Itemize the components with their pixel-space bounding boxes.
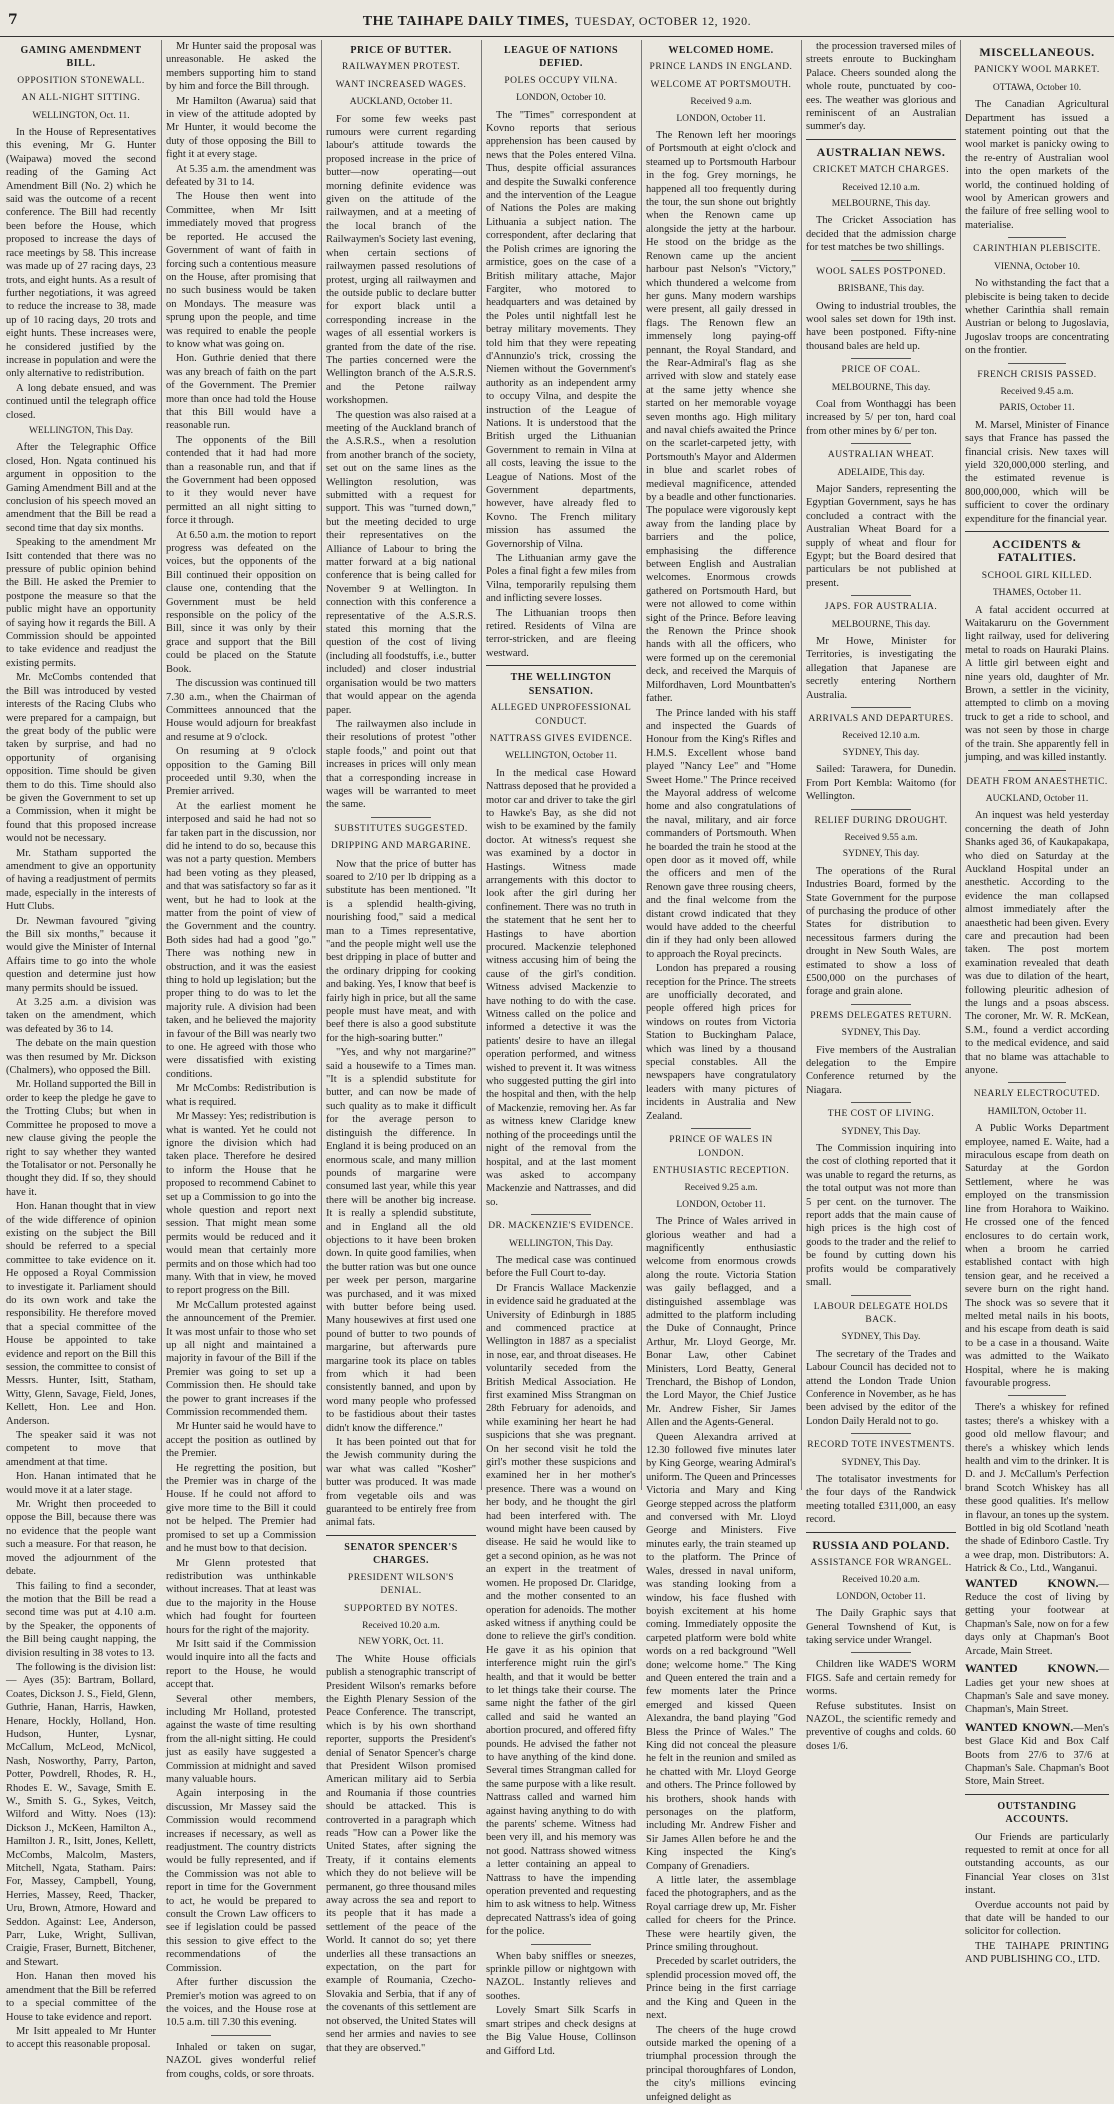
paragraph: Dr. Newman favoured "giving the Bill six months," because it would give the Minister of Internal Affairs time to go into the whole question and determine just how many permits should be issued. [6, 915, 156, 994]
paragraph: The discussion was continued till 7.30 a.m., when the Chairman of Committees announced that the House would adjourn for breakfast and resume at 9 o'clock. [166, 678, 316, 743]
paragraph: Coal from Wonthaggi has been increased by 5/ per ton, hard coal from other mines by 6/ per ton. [806, 398, 956, 437]
subheading: FRENCH CRISIS PASSED. [977, 369, 1097, 380]
subheading: DEATH FROM ANAESTHETIC. [966, 776, 1108, 787]
divider [851, 1433, 911, 1434]
headline: SENATOR SPENCER'S CHARGES. [344, 1541, 458, 1567]
subheading: DR. MACKENZIE'S EVIDENCE. [488, 1221, 634, 1232]
divider [531, 1944, 591, 1945]
paragraph: Now that the price of butter has soared to 2/10 per lb dripping as a substitute has been mentioned. "It is a splendid health-giving, nourishing food," said a medical man to a Times representative, "and the people might well use the best dripping in place of butter and the ordinary dripping for cooking and baking. Yes, I know that beef is fairly high in price, but all the same people must have meat, and with beef there is also a good substitute for the high-soaring butter." [326, 858, 476, 1044]
paragraph: Mr. Holland supported the Bill in order to keep the pledge he gave to the Trotting Clubs; but when in Committee he proposed to move a new clause giving the people the right to say whether they wanted the Totalisator or not. Personally he thought they did. If so, they should have it. [6, 1079, 156, 1198]
dateline: LONDON, October 11. [836, 1591, 926, 1602]
subheading: PRESIDENT WILSON'S DENIAL. [347, 1572, 455, 1597]
dateline: NEW YORK, Oct. 11. [358, 1637, 444, 1648]
dateline: OTTAWA, October 10. [992, 82, 1082, 93]
subheading: WELCOME AT PORTSMOUTH. [650, 79, 792, 90]
paragraph: Queen Alexandra arrived at 12.30 followed five minutes later by King George, wearing Admiral's uniform. The Queen and Princesses Victoria and Mary and King George stepped across the platform and conversed with Mr. Lloyd George and Ministers. Five minutes early, the train steamed up to the platform. The Prince of Wales, dressed in naval uniform, was standing looking from a window, his face flushed with boyish excitement at his home coming. Immediately opposite the carpeted platform were bold white words on a red background "Well done; welcome home." The King and Queen entered the train and a few moments later the Prince emerged and kissed Queen Alexandra, the band playing "God Bless the Prince of Wales." The King did not conceal the pleasure he felt in the reunion and smiled as he chatted with Mr. Lloyd George and others. The Prince followed by his brothers, shook hands with personages on the platform, including Mr. Andrew Fisher and Sir James Allen before he and the King inspected the King's Company of Grenadiers. [646, 1431, 796, 1872]
subheading: CARINTHIAN PLEBISCITE. [973, 244, 1101, 255]
ad-heading: WANTED KNOWN. [965, 1719, 1074, 1734]
subheading: NATTRASS GIVES EVIDENCE. [489, 733, 633, 744]
paragraph: A long debate ensued, and was continued until the telegraph office closed. [6, 382, 156, 421]
subheading: LABOUR DELEGATE HOLDS BACK. [813, 1301, 949, 1325]
paragraph: The Lithuanian army gave the Poles a final fight a few miles from Vilna, temporarily repulsing them and inflicting severe losses. [486, 553, 636, 605]
ad-text: —Ladies get your new shoes at Chapman's Sale and save money. Chapman's, Main Street. [965, 1664, 1109, 1716]
received-time: Received 10.20 a.m. [362, 1620, 440, 1631]
subheading: NEARLY ELECTROCUTED. [973, 1089, 1101, 1100]
subheading: ASSISTANCE FOR WRANGEL. [810, 1558, 952, 1568]
column-rule [801, 40, 802, 1490]
dateline: WELLINGTON, This Day. [508, 1238, 614, 1249]
paragraph: A Public Works Department employee, named E. Waite, had a miraculous escape from death on Saturday at the Gordon Settlement, where he was employed on the transmission line from Horahora to Waikino. He crossed one of the fenced enclosures to do certain work, when a broom he carried established contact with high tension gear, and he received a severe burn on the right hand. The shock was so severe that it melted metal nails in his boots, and his escape from death is said to be a case in a thousand. Waite was admitted to the Waikato Hospital, where he is making favourable progress. [965, 1123, 1109, 1389]
dateline: SYDNEY, This Day. [841, 1457, 921, 1468]
divider [851, 595, 911, 596]
dateline: SYDNEY, This Day. [841, 1028, 921, 1039]
advertisement: There's a whiskey for refined tastes; there's a whiskey with a good old mellow flavour; and there's a whiskey which lends health and vim to the drinker. It is D. and J. McCallum's Perfection brand Scotch Whiskey has all these good qualities. It's mellow in flavour, an tones up the system. Bottled in big old Scotland 'neath the shade of Edinboro Castle. Try a wee drap, mon. Distributors: A. Hatrick & Co., Ltd., Wanganui. [965, 1402, 1109, 1575]
subheading: RELIEF DURING DROUGHT. [814, 815, 948, 826]
paragraph: the procession traversed miles of streets enroute to Buckingham Palace. Cheers sounded along the whole route, punctuated by coo-ees. The weather was glorious and reminiscent of an Australian summer's day. [806, 41, 956, 133]
classified-ad [965, 1577, 1109, 1658]
paragraph: The following is the division list:— Ayes (35): Bartram, Bollard, Coates, Dickson J. S., Field, Glenn, Guthrie, Hanan, Harris, Hawken, Henare, Hockly, Holland, Hon. Hudson, Hunter, Lysnar, McCallum, McLeod, McNicol, Nash, Nosworthy, Parry, Parton, Potter, Powdrell, Rhodes, R. H., Rhodes E. W., Savage, Smith E. W., Smith S. G., Sykes, Veitch, Wilford and Witty. Noes (13): Dickson J., McKeen, Hamilton A., Hamilton J. R., Isitt, Jones, Kellett, McCombs, Malcolm, Masters, Mitchell, Ngata, Statham. Pairs: For, Massey, Campbell, Young, Herries, Massey, Reed, Thacker, Uru, Brown, Atmore, Howard and Seddon. Against: Lee, Anderson, Parr, Luke, Wright, Sullivan, Craigie, Fraser, Burnett, Bitchener, and Stewart. [6, 1661, 156, 1968]
column-5 [646, 40, 796, 2103]
section-rule [965, 1794, 1109, 1795]
headline: PRICE OF BUTTER. [350, 45, 452, 56]
paragraph: The Prince landed with his staff and inspected the Guards of Honour from the King's Rifles and H.M.S. Excellent whose band played "Nancy Lee" and "Home Sweet Home." The Prince received the Mayoral address of welcome home and also congratulations of the naval, military, and air force commanders of Portsmouth. When he boarded the train he stood at the open door as it moved off, while the officers and men of the Renown gave three rousing cheers, and the final welcome from the distant crowd indicated that they would have added to the cheerful din if they had only been allowed to approach the Royal precincts. [646, 707, 796, 960]
paragraph: The Commission inquiring into the cost of clothing reported that it was unable to regard the returns, as the total output was not more than 5 per cent. on the turnover. The report adds that the main cause of high prices is the high cost of goods to the trader and the relief to be found by cutting down his profits would be comparatively small. [806, 1143, 956, 1289]
subheading: SUPPORTED BY NOTES. [344, 1603, 458, 1614]
paragraph: The White House officials publish a stenographic transcript of President Wilson's remarks before the Eighth Plenary Session of the Peace Conference. The transcript, which is by his own shorthand reporter, supports the President's denial of Senator Spencer's charge that President Wilson promised American military aid to Serbia and Roumania if those countries should be attacked. This is controverted in a paragraph which reads "How can a Power like the United States, after signing the Treaty, if it contains elements which they do not believe will be permanent, go three thousand miles away across the sea and report to its people that it has made a settlement of the peace of the World. It cannot do so; yet there underlies all these transactions an expectation, on the part for example of Roumania, Czecho-Slovakia and Serbia, that if any of the covenants of this settlement are not observed, the United States will send her armies and navies to see that they are observed." [326, 1653, 476, 2054]
divider [851, 260, 911, 261]
advertisement: Children like WADE'S WORM FIGS. Safe and certain remedy for worms. [806, 1659, 956, 1698]
divider [851, 1652, 911, 1653]
divider [851, 358, 911, 359]
paragraph: At 6.50 a.m. the motion to report progress was defeated on the voices, but the opponents of the Bill continued their opposition on clause one, contending that the Government must be held responsible on the policy of the Bill, since it was only by their grace and support that the Bill could be placed on the Statute Book. [166, 529, 316, 675]
paragraph: The Cricket Association has decided that the admission charge for test matches be two shillings. [806, 215, 956, 254]
dateline: LONDON, October 11. [676, 1199, 766, 1210]
column-rule [481, 40, 482, 1490]
paragraph: Mr Glenn protested that redistribution was unthinkable without increases. That at least was due to the majority in the House which had fought for fourteen hours for the right of the majority. [166, 1557, 316, 1636]
section-rule [326, 1535, 476, 1536]
divider [851, 1004, 911, 1005]
paragraph: The Canadian Agricultural Department has issued a statement pointing out that the wool market is panicky owing to the re-entry of Australian wool into the open markets of the world, the continued holding of wool by American growers and the failure of free selling wool to materialise. [965, 99, 1109, 231]
dateline: VIENNA, October 10. [993, 261, 1080, 272]
headline: LEAGUE OF NATIONS DEFIED. [503, 45, 619, 70]
divider [211, 2035, 271, 2036]
subheading: ALLEGED UNPROFESSIONAL CONDUCT. [490, 703, 632, 727]
divider [691, 1128, 751, 1129]
subheading: RAILWAYMEN PROTEST. [341, 62, 461, 73]
paragraph: The question was also raised at a meeting of the Auckland branch of the A.S.R.S., when a resolution from another branch of the society, set out on the same lines as the Wellington resolution, was submitted with a request for support. This was "turned down," but the meeting decided to urge their representatives on the Alliance of Labour to bring the matter forward at a big national conference that is being called for November 9 at Wellington. In connection with this conference a representative of the A.S.R.S. stated this morning that the question of the cost of living (including all foodstuffs, i.e., butter included) and closer industrial organisation would be two matters that would appear on the agenda paper. [326, 409, 476, 716]
paragraph: He regretting the position, but the Premier was in charge of the House. If he could not afford to give more time to the Bill it could not be helped. The Premier had promised to set up a Commission and he must bow to that decision. [166, 1462, 316, 1555]
paragraph: The "Times" correspondent at Kovno reports that serious apprehension has been caused by news that the Poles entered Vilna. Thus, despite official assurances and despite the Suwalki conference and the intervention of the League of Nations the Poles are making Lithuania a subject nation. The correspondent, after declaring that the Polish crimes are ignoring the armistice, goes on the case of a British military attache, Major Fargiter, who motored to headquarters and was detained by the Poles until nightfall lest he betray military movements. They told him that they were repeating d'Annunzio's trick, crossing the Niemen without the Government's authority as an independent army to occupy Vilna, and despite the instruction of the League of Nations. It is understood that the British urged the Lithuanian Government to remain in Vilna at all costs, leaving the issue to the League of Nations. Most of the Government departments, however, have already fled to Kovno. The French military mission has assumed the Governorship of Vilna. [486, 109, 636, 550]
dateline: WELLINGTON, October 11. [505, 751, 617, 762]
paragraph: The Prince of Wales arrived in glorious weather and had a magnificently enthusiastic welcome from enormous crowds along the route. Victoria Station was gaily beflagged, and a distinguished assemblage was admitted to the platform including the Duke of Connaught, Prince Arthur, Mr. Lloyd George, Mr. Bonar Law, other Cabinet Ministers, Lord Beatty, General Trenchard, the Bishop of London, the Lord Mayor, the Chief Justice Mr. Andrew Fisher, Sir James Allen and the Agents-General. [646, 1216, 796, 1429]
subheading: AUSTRALIAN WHEAT. [827, 450, 935, 461]
subheading: PRINCE LANDS IN ENGLAND. [649, 62, 793, 73]
paragraph: Owing to industrial troubles, the wool sales set down for 19th inst. have been postponed. Fifty-nine thousand bales are held up. [806, 300, 956, 352]
column-2 [166, 40, 316, 2080]
received-time: Received 9.55 a.m. [844, 832, 918, 843]
paragraph: Hon. Hanan then moved his amendment that the Bill be referred to a special committee of the House to take evidence and report. [6, 1971, 156, 2023]
column-rule [641, 40, 642, 1490]
column-7 [965, 40, 1109, 1966]
paragraph: Mr. Wright then proceeded to oppose the Bill, because there was no evidence that the people want such a measure. For that reason, he moved the adjournment of the debate. [6, 1499, 156, 1578]
paragraph: No withstanding the fact that a plebiscite is being taken to decide whether Carinthia shall remain Austrian or belong to Jugoslavia, Jugoslav troops are concentrating on the frontier. [965, 278, 1109, 357]
headline: THE WELLINGTON SENSATION. [510, 672, 612, 697]
classified-ad [965, 1662, 1109, 1717]
divider [851, 707, 911, 708]
advertisement: When baby sniffles or sneezes, sprinkle pillow or nightgown with NAZOL. Instantly relieves and soothes. [486, 1950, 636, 2002]
dateline: WELLINGTON, This Day. [28, 425, 134, 436]
section-rule [965, 531, 1109, 532]
dateline: SYDNEY, This day. [842, 747, 920, 758]
dateline: SYDNEY, This Day. [841, 1126, 921, 1137]
paragraph: In the House of Representatives this evening, Mr G. Hunter (Waipawa) moved the second reading of the Gaming Act Amendment Bill (No. 2) which he said was the outcome of a recent conference. The Bill had recently been before the House, which proposed to increase the days of race meetings by 58. This increase was made up of 27 racing days, 23 trots, and eight hunts. As a result of further negotiations, it was agreed to reduce the increase to 38, made up of 10 racing days, 20 trots and eight hunts. These increases were, he considered justified by the increase in population and were the only alternative to redistribution. [6, 127, 156, 380]
paragraph: Mr Isitt appealed to Mr Hunter to accept this reasonable proposal. [6, 2025, 156, 2051]
received-time: Received 12.10 a.m. [842, 731, 920, 742]
paragraph: Dr Francis Wallace Mackenzie in evidence said he graduated at the University of Edinburgh in 1885 and commenced practice at Wellington in 1887 as a specialist in nose, ear, and throat diseases. He voluntarily seceded from the British Medical Association. He first examined Miss Strangman on 28th February for adenoids, and while examining her heart he had suspicions that she was pregnant. On her second visit he told the girl's mother these suspicions and examined her in her mother's presence. There was a wound on her body, and he thought the girl had been interfered with. The wound might have been caused by disease. He said he would like to get a second opinion, as he was not an expert in the treatment of women. He proposed Dr. Claridge, and the mother consented to an operation for adenoids. The mother asked witness if anything could be done to relieve the girl's condition. He gave it as his opinion that interference might ruin the girl's health, and that it would be better to let things take their course. The same night the father of the girl called and said he wanted an abortion procured, and offered fifty pounds. He advised the father not to have anything of the kind done. Several times Strangman called for the same purpose with a like result. Nattrass called and warned him against having anything to do with the parents' scheme. Witness had been very ill, and his memory was not good. Nattrass showed witness a letter containing an appeal to Nattrass to have the impending operation prevented and requesting him to ask witness to help. Witness deprecated Nattrass's idea of going for the police. [486, 1282, 636, 1938]
dateline: LONDON, October 11. [676, 113, 766, 124]
paragraph: The Renown left her moorings of Portsmouth at eight o'clock and steamed up to Portsmouth Harbour in the fog. Grey mornings, he happened all too frequently during the tour, the sun shone out brightly when the Renown came up alongside the jetty at the harbour. He stood on the bridge as the Renown came up the ancient harbour past Nelson's "Victory," which thundered a welcome from her guns. Many modern warships were present, all gaily dressed in flags. The Renown flew an immensely long paying-off pennant, the Royal Standard, and the Rear-Admiral's flag as she arrived with slow and stately ease at the same jetty whence she started on her memorable voyage seven months ago. High military and naval chiefs awaited the Prince on the scarlet-carpeted jetty, with Portsmouth's Mayor and Aldermen in blue and scarlet robes of medieval magnificence, attended by a beadle and other functionaries. The populace were vigorously kept away from the landing place by barriers and the police, emphasising the difference between English and Australian welcomes. Enormous crowds gathered on Portsmouth Hard, but were not allowed to come within sight of the Prince. Before leaving the Renown the Prince shook hands with all the officers, who were formed up on the ceremonial deck, and received the Marquis of Milfordhaven, Lord Mountbatten's father. [646, 130, 796, 705]
paragraph: Mr. Statham supported the amendment to give an opportunity of having a readjustment of permits made, especially in the interests of Hutt Clubs. [6, 847, 156, 913]
paragraph: It has been pointed out that for the Jewish community during the war what was called "Kosher" butter was produced. It was made from vegetable oils and was guaranteed to be entirely free from animal fats. [326, 1437, 476, 1529]
divider [851, 1102, 911, 1103]
divider [1008, 1082, 1066, 1083]
paragraph: M. Marsel, Minister of Finance says that France has passed the financial crisis. New taxes will yield 320,000,000 sterling, and the estimated revenue is 800,000,000, which will be sufficient to cover the ordinary expenditure for the financial year. [965, 419, 1109, 525]
dateline: LONDON, October 10. [516, 93, 606, 104]
paragraph: After the Telegraphic Office closed, Hon. Ngata continued his argument in opposition to the Gaming Amendment Bill and at the conclusion of his speech moved an amendment that the Bill be read a second time that day six months. [6, 442, 156, 534]
divider [371, 817, 431, 818]
dateline: HAMILTON, October 11. [987, 1106, 1087, 1117]
page-mark: 7 [8, 12, 18, 28]
paragraph: The Lithuanian troops then retired. Residents of Vilna are terror-stricken, and are fleeing westward. [486, 607, 636, 659]
paragraph: Speaking to the amendment Mr Isitt contended that there was no pressure of public opinion behind the Bill. He asked the Premier to postpone the measure so that the public might have an opportunity of saying how it regards the Bill. A Commission should be appointed to take evidence and readjust the existing permits. [6, 537, 156, 669]
dateline: WELLINGTON, Oct. 11. [32, 110, 130, 121]
subheading: PRICE OF COAL. [841, 365, 921, 376]
column-1 [6, 40, 156, 2051]
subheading: CRICKET MATCH CHARGES. [812, 165, 950, 176]
divider [851, 809, 911, 810]
issue-date: TUESDAY, OCTOBER 12, 1920. [575, 14, 752, 28]
paragraph: Mr Howe, Minister for Territories, is investigating the allegation that Japanese are secretly entering Northern Australia. [806, 636, 956, 701]
paragraph: After further discussion the Premier's motion was agreed to on the voices, and the House rose at 10.5 a.m. till 7.30 this evening. [166, 1977, 316, 2029]
headline: AUSTRALIAN NEWS. [816, 144, 946, 159]
paragraph: At the earliest moment he interposed and said he had not so far taken part in the discussion, nor did he intend to do so, because this was not a party question. Members had been voting as they pleased, and that was satisfactory so far as it went, but he had to look at the matter from the point of view of the Government and the country. Both sides had had a good "go." There was nothing new in obstruction, and it was the easiest thing to hold up legislation; but the proper thing to do was to let the majority rule. A division had been taken, and he believed the majority in favour of the Bill was nearly two to one. He agreed with those who were dissatisfied with existing conditions. [166, 800, 316, 1080]
subheading: AN ALL-NIGHT SITTING. [21, 93, 141, 104]
headline: MISCELLANEOUS. [979, 45, 1095, 59]
received-time: Received 10.20 a.m. [842, 1575, 920, 1586]
paragraph: Mr McCombs: Redistribution is what is required. [166, 1083, 316, 1108]
column-3 [326, 40, 476, 2054]
paragraph: Five members of the Australian delegation to the Empire Conference returned by the Niagara. [806, 1044, 956, 1096]
paragraph: Major Sanders, representing the Egyptian Government, says he has concluded a contract with the Australian Wheat Board for a supply of wheat and flour for Egypt; but the Board desired that particulars be not published at present. [806, 483, 956, 589]
subheading: WOOL SALES POSTPONED. [816, 266, 946, 277]
headline: GAMING AMENDMENT BILL. [20, 45, 142, 70]
paragraph: A little later, the assemblage faced the photographers, and as the Royal carriage drew up, Mr. Fisher called for cheers for the Prince. These were heartily given, the Prince smiling throughout. [646, 1875, 796, 1954]
advertisement: Refuse substitutes. Insist on NAZOL, the scientific remedy and preventive of coughs and colds. 60 doses 1/6. [806, 1700, 956, 1752]
subheading: JAPS. FOR AUSTRALIA. [824, 602, 938, 613]
newspaper-name: THE TAIHAPE DAILY TIMES, [362, 14, 570, 29]
section-rule [806, 139, 956, 140]
dateline: SYDNEY, This day. [842, 849, 920, 860]
ad-text: —Reduce the cost of living by getting your footwear at Chapman's Sale, now on for a few days only at Chapman's Boot Arcade, Main Street. [965, 1578, 1109, 1657]
paragraph: The debate on the main question was then resumed by Mr. Dickson (Chalmers), who opposed the Bill. [6, 1038, 156, 1077]
subheading: SUBSTITUTES SUGGESTED. [334, 823, 468, 834]
dateline: PARIS, October 11. [999, 403, 1075, 414]
signature: THE TAIHAPE PRINTING AND PUBLISHING CO., LTD. [965, 1940, 1109, 1966]
paragraph: Our Friends are particularly requested to remit at once for all outstanding accounts, as our Financial Year closes on 31st instant. [965, 1831, 1109, 1897]
paragraph: The cheers of the huge crowd outside marked the opening of a triumphal procession through the principal thoroughfares of London, the city's millions evincing unfeigned delight as [646, 2024, 796, 2103]
subheading: PRINCE OF WALES IN LONDON. [669, 1135, 773, 1159]
paragraph: Mr Hunter said the proposal was unreasonable. He asked the members supporting him to stand by him and force the Bill through. [166, 41, 316, 93]
headline: WELCOMED HOME. [668, 45, 774, 56]
dateline: AUCKLAND, October 11. [985, 793, 1089, 804]
paragraph: Mr McCallum protested against the announcement of the Premier. It was most unfair to those who set up all night and maintained a majority in favour of the Bill if the Premier was going to set up a Commission then. He should take the power to grant increases if the Commission recommended them. [166, 1299, 316, 1419]
divider [851, 1295, 911, 1296]
headline: OUTSTANDING ACCOUNTS. [997, 1800, 1077, 1826]
column-rule [161, 40, 162, 1490]
section-rule [806, 1532, 956, 1533]
dateline: THAMES, October 11. [992, 588, 1082, 599]
divider [1008, 363, 1066, 364]
paragraph: Overdue accounts not paid by that date will be handed to our solicitor for collection. [965, 1899, 1109, 1938]
paragraph: A fatal accident occurred at Waitakaruru on the Government light railway, used for delivering metal to roads on Hauraki Plains. A little girl between eight and nine years old, daughter of Mr. Brown, a settler in the vicinity, attempted to climb on a moving truck to get a ride to school, and was not seen by those in charge of the train. She apparently fell in jumping, and was killed instantly. [965, 604, 1109, 764]
paragraph: Mr Hunter said he would have to accept the position as outlined by the Premier. [166, 1421, 316, 1460]
paragraph: Preceded by scarlet outriders, the splendid procession moved off, the Prince being in the first carriage and the King and Queen in the next. [646, 1956, 796, 2022]
dateline: AUCKLAND, October 11. [349, 97, 453, 108]
paragraph: Mr Isitt said if the Commission would inquire into all the facts and report to the House, he would accept that. [166, 1638, 316, 1691]
paragraph: This failing to find a seconder, the motion that the Bill be read a second time was put at 4.10 a.m. by the Speaker, the opponents of the Bill being caught napping, the division resulting in 38 votes to 13. [6, 1580, 156, 1659]
column-6 [806, 40, 956, 1752]
section-rule [486, 665, 636, 666]
paragraph: The medical case was continued before the Full Court to-day. [486, 1254, 636, 1280]
ad-heading: WANTED KNOWN. [965, 1575, 1099, 1590]
dateline: BRISBANE, This day. [837, 284, 925, 295]
paragraph: At 5.35 a.m. the amendment was defeated by 31 to 14. [166, 163, 316, 189]
dateline: MELBOURNE, This day. [831, 382, 931, 393]
paragraph: London has prepared a rousing reception for the Prince. The streets are unofficially decorated, and people offered high prices for windows on routes from Victoria Station to Buckingham Palace, which was lined by a thousand special constables. All the newspapers have congratulatory leaders with many pictures of incidents in Australia and New Zealand. [646, 963, 796, 1122]
paragraph: Sailed: Tarawera, for Dunedin. From Port Kembla: Waitomo (for Wellington. [806, 764, 956, 803]
column-rule [960, 40, 961, 1490]
masthead [0, 6, 1114, 37]
divider [1008, 237, 1066, 238]
headline: RUSSIA AND POLAND. [812, 1537, 950, 1552]
received-time: Received 9 a.m. [690, 97, 752, 108]
paragraph: "Yes, and why not margarine?" said a housewife to a Times man. "It is a splendid substitute for butter, and can now be made of such quality as to make it difficult for the average person to distinguish the difference. In England it is being produced on an enormous scale, and many million pounds of margarine were consumed last year, while this year there will be another big increase. It is really a splendid substitute, and in England all the old objections to it have been broken down. In quite good families, when the butter ration was but one ounce per week per person, margarine was purchased, and it was mixed with butter before being used. Many housewives at first used one pound of butter to two pounds of margarine, but afterwards pure margarine took its place on tables from which it had been consistently banned, and upon by word many people who professed to be fastidious about their tastes didn't know the difference." [326, 1047, 476, 1434]
received-time: Received 9.45 a.m. [1000, 386, 1074, 397]
ad-heading: WANTED KNOWN. [965, 1661, 1099, 1676]
paragraph: Again interposing in the discussion, Mr Massey said the Commission would recommend increases if necessary, as well as readjustment. The country districts would be fully represented, and if the Commission was not able to report in time for the Government to act, he would be prepared to consult the Crown Law officers to see if legislation could be passed this session to give effect to the recommendations of the Commission. [166, 1788, 316, 1974]
paragraph: An inquest was held yesterday concerning the death of John Shanks aged 36, of Kaukapakapa, who died on Saturday at the Auckland Hospital under an anesthetic. According to the evidence the man collapsed almost immediately after the anaesthetic had been given. Every care and precaution had been taken. The post mortem examination revealed that death was due to dilation of the heart, following pleuritic adhesion of the lungs and a psoas abscess. The coroner, Mr. W. R. McKean, S.M., found a verdict according to the medical evidence, and said that no blame was attachable to anyone. [965, 810, 1109, 1077]
paragraph: The secretary of the Trades and Labour Council has decided not to attend the London Trade Union Conference in November, as he has been advised by the editor of the London Daily Herald not to go. [806, 1348, 956, 1427]
paragraph: The speaker said it was not competent to move that amendment at that time. [6, 1430, 156, 1468]
received-time: Received 12.10 a.m. [842, 182, 920, 193]
paragraph: Mr Massey: Yes; redistribution is what is wanted. Yet he could not ignore the division which had taken place. Therefore he desired to inform the House that he proposed to recommend Cabinet to set up a Commission to go into the whole question and report next session. That might mean some permits would be reduced and it would mean that certainly more permits and on those which had too many. With that in view, he moved to report progress on the Bill. [166, 1111, 316, 1297]
paragraph: The House then went into Committee, when Mr Isitt immediately moved that progress be reported. He accused the Government of want of faith in forcing such a contentious measure on the House, after promising that no such business would be taken on Mondays. The measure was sprung upon the people, and time was required to enable the people to know what was going on. [166, 191, 316, 350]
received-time: Received 9.25 a.m. [684, 1183, 758, 1194]
subheading: WANT INCREASED WAGES. [335, 79, 467, 90]
advertisement: Inhaled or taken on sugar, NAZOL gives wonderful relief from coughs, colds, or sore throats. [166, 2041, 316, 2080]
classified-ad [965, 1721, 1109, 1789]
paragraph: The operations of the Rural Industries Board, formed by the State Government for the purpose of purchasing the produce of other States for distribution to necessitous farmers during the drought in New South Wales, are estimated to show a loss of £500,000 on the purchases of forage and grain alone. [806, 865, 956, 998]
paragraph: In the medical case Howard Nattrass deposed that he provided a motor car and driver to take the girl to Hawke's Bay, as she did not wish to be examined by the family doctor. At witness's request she was examined by a doctor in Hastings. Witness made arrangements with this doctor to look after the girl during her confinement. There was no truth in the statement that he sent her to Hastings to have abortion procured. Mackenzie telephoned witness accusing him of being the cause of the girl's condition. Witness advised Mackenzie to have nothing to do with the case. Witness called on the police and informed a detective it was the patients' desire to have an illegal operation performed, and witness wished to prevent it. It was witness who suggested putting the girl into the hospital and then, with the help of Mackenzie, removing her. As far as witness knew Claridge knew nothing of the proceedings until the night of the removal from the hospital, and at the last moment was asked to accompany Mackenzie and Nattrasses, and did so. [486, 767, 636, 1208]
column-4 [486, 40, 636, 2057]
divider [851, 443, 911, 444]
dateline: MELBOURNE, This day. [831, 199, 931, 210]
advertisement: Lovely Smart Silk Scarfs in smart stripes and check designs at the Big Value House, Collinson and Gifford Ltd. [486, 2005, 636, 2057]
divider [531, 1214, 591, 1215]
subheading: PANICKY WOOL MARKET. [974, 65, 1100, 76]
paragraph: Hon. Hanan intimated that he would move it at a later stage. [6, 1471, 156, 1496]
ad-text: —Men's best Glace Kid and Box Calf Boots from 27/6 to 37/6 at Chapman's Sale. Chapman's Boot Store, Main Street. [965, 1722, 1109, 1788]
paragraph: Hon. Guthrie denied that there was any breach of faith on the part of the Government. The Premier more than once had told the House that this Bill would have a reasonable run. [166, 353, 316, 432]
column-rule [321, 40, 322, 1490]
paragraph: For some few weeks past rumours were current regarding labour's attitude towards the proposed increase in the price of butter—now operating—out morning definite evidence was given on the attitude of the railwaymen, and at a meeting of the local branch of the Railwaymen's Society last evening, when certain sections of railwaymen passed resolutions of protest, urging all railwaymen and the outside public to declare butter for export black until a corresponding increase in the wages of all essential workers is granted from the date of the rise. The parties concerned were the Wellington branch of the A.S.R.S. and the Petone railway workshopmen. [326, 113, 476, 407]
divider [1008, 1395, 1066, 1396]
paragraph: The railwaymen also include in their resolutions of protest "other staple foods," and point out that increases in prices will only mean that a corresponding increase in wages will be warranted to meet the same. [326, 718, 476, 811]
divider [1008, 770, 1066, 771]
paragraph: The totalisator investments for the four days of the Randwick meeting totalled £311,000, an easy record. [806, 1473, 956, 1526]
subheading: OPPOSITION STONEWALL. [17, 75, 145, 86]
paragraph: Hon. Hanan thought that in view of the wide difference of opinion existing on the subject the Bill should be referred to a special committee to take evidence on it. He opposed a Royal Commission to investigate it. Parliament should do its own work and take the responsibility. He therefore moved that a special committee of the House be appointed to take evidence and report on the Bill this session, the committee to consist of Messrs. Hunter, Isitt, Statham, Witty, Glenn, Savage, Field, Jones, Kellett, Hon. Lee and Hon. Anderson. [6, 1201, 156, 1427]
subheading: DRIPPING AND MARGARINE. [330, 841, 472, 852]
headline: ACCIDENTS & FATALITIES. [992, 537, 1082, 565]
dateline: ADELAIDE, This day. [837, 467, 925, 478]
subheading: SCHOOL GIRL KILLED. [981, 570, 1093, 581]
subheading: PREMS DELEGATES RETURN. [810, 1010, 952, 1021]
subheading: POLES OCCUPY VILNA. [504, 75, 618, 86]
subheading: ENTHUSIASTIC RECEPTION. [652, 1165, 790, 1176]
paragraph: The Daily Graphic says that General Townshend of Kut, is taking service under Wrangel. [806, 1608, 956, 1647]
subheading: ARRIVALS AND DEPARTURES. [808, 714, 954, 725]
subheading: THE COST OF LIVING. [827, 1109, 935, 1120]
subheading: RECORD TOTE INVESTMENTS. [807, 1440, 955, 1451]
paragraph: At 3.25 a.m. a division was taken on the amendment, which was defeated by 36 to 14. [6, 997, 156, 1035]
dateline: MELBOURNE, This day. [831, 619, 931, 630]
paragraph: The opponents of the Bill contended that it had had more than a reasonable run, and that if the Government had been opposed to it they would never have permitted an all night sitting to force it through. [166, 434, 316, 527]
paragraph: Mr. McCombs contended that the Bill was introduced by vested interests of the Racing Clubs who were prepared for a campaign, but the great body of the public were taken by surprise, and had no opportunity of organising opposition. Time should be given them to do this. Time should also be given the Government to set up a Commission, when it might be found that this proposed increase would not be necessary. [6, 672, 156, 845]
paragraph: On resuming at 9 o'clock opposition to the Gaming Bill proceeded until 9.30, when the Premier arrived. [166, 746, 316, 798]
masthead-title [0, 14, 1114, 30]
dateline: SYDNEY, This Day. [841, 1332, 921, 1343]
paragraph: Mr Hamilton (Awarua) said that in view of the attitude adopted by Mr Hunter, it would become the duty of those opposing the Bill to fight it at every stage. [166, 95, 316, 161]
paragraph: Several other members, including Mr Holland, protested against the waste of time resulting from the all-night sitting. He could just as easily have suggested a Commission at midnight and saved many valuable hours. [166, 1693, 316, 1785]
